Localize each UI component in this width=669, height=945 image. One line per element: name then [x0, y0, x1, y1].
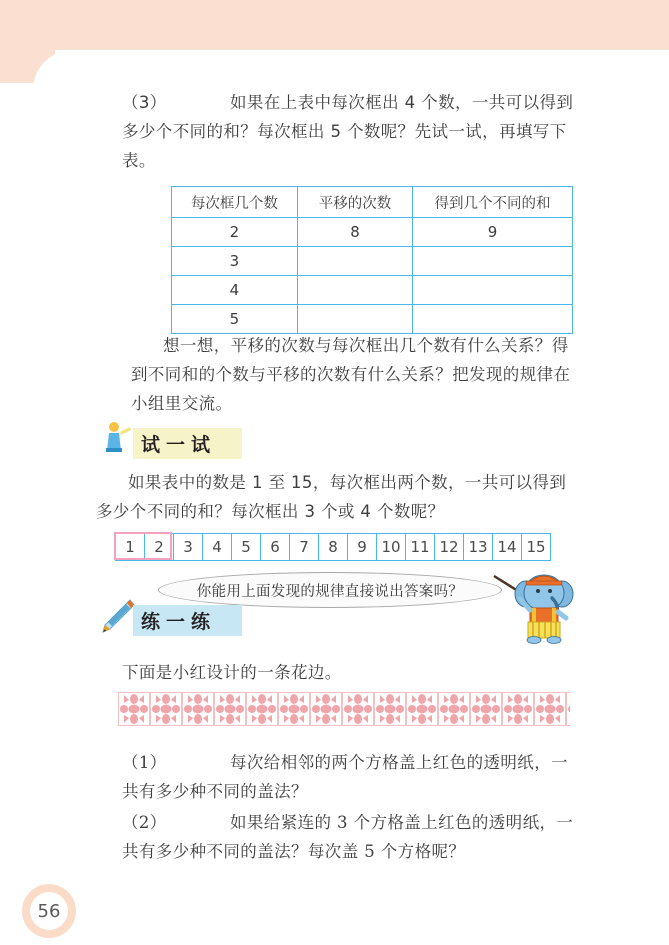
item-3-marker: （3）: [122, 93, 167, 112]
practice-item-1-text: 每次给相邻的两个方格盖上红色的透明纸，一共有多少种不同的盖法？: [122, 753, 568, 801]
practice-item-1: [122, 748, 577, 806]
section-heading-try: [133, 428, 242, 458]
table-cell[interactable]: [413, 305, 573, 334]
practice-item-1-marker: （1）: [122, 753, 167, 772]
table-cell[interactable]: [413, 276, 573, 305]
table-cell[interactable]: [297, 305, 412, 334]
table-cell[interactable]: [297, 276, 412, 305]
pencil-icon: [96, 596, 130, 634]
section-heading-practice-label: 练一练: [133, 605, 242, 636]
page-number: [22, 884, 76, 938]
table-row: [172, 276, 573, 305]
section-heading-try-label: 试一试: [133, 428, 242, 459]
table-cell: 2: [172, 218, 298, 247]
table-header-cell: 每次框几个数: [172, 187, 298, 218]
table-row: [172, 305, 573, 334]
table-row: [172, 218, 573, 247]
table-cell: 8: [297, 218, 412, 247]
number-cell[interactable]: 4: [202, 533, 232, 561]
section-heading-practice: [133, 605, 242, 635]
number-cell[interactable]: 2: [144, 533, 174, 561]
table-header-row: [172, 187, 573, 218]
table-cell: 9: [413, 218, 573, 247]
think-paragraph: 想一想，平移的次数与每次框出几个数有什么关系？得到不同和的个数与平移的次数有什么关系？把发现的规律在小组里交流。: [131, 336, 571, 413]
pencil-person-icon: [100, 418, 134, 456]
speech-bubble-text: 你能用上面发现的规律直接说出答案吗？: [196, 583, 464, 600]
item-3-text: 如果在上表中每次框出 4 个数，一共可以得到多少个不同的和？每次框出 5 个数呢？先试一试，再填写下表。: [122, 93, 574, 170]
table-header-cell: 得到几个不同的和: [413, 187, 573, 218]
speech-bubble: [158, 572, 502, 608]
elephant-mascot: [492, 566, 578, 644]
number-cell[interactable]: 8: [318, 533, 348, 561]
number-cell[interactable]: 1: [115, 533, 145, 561]
number-strip: [115, 533, 551, 561]
table-header-cell: 平移的次数: [297, 187, 412, 218]
practice-item-2-text: 如果给紧连的 3 个方格盖上红色的透明纸，一共有多少种不同的盖法？每次盖 5 个方格呢？: [122, 813, 574, 861]
table-cell[interactable]: [297, 247, 412, 276]
practice-lead-text: 下面是小红设计的一条花边。: [122, 663, 342, 682]
number-cell[interactable]: 3: [173, 533, 203, 561]
table-cell: 3: [172, 247, 298, 276]
number-cell[interactable]: 13: [463, 533, 493, 561]
practice-item-2-marker: （2）: [122, 813, 167, 832]
number-cell[interactable]: 7: [289, 533, 319, 561]
exercise-item-3: [122, 88, 577, 175]
number-cell[interactable]: 14: [492, 533, 522, 561]
number-cell[interactable]: 10: [376, 533, 406, 561]
number-cell[interactable]: 5: [231, 533, 261, 561]
number-cell[interactable]: 11: [405, 533, 435, 561]
table-row: [172, 247, 573, 276]
sums-table: [171, 186, 573, 334]
number-cell[interactable]: 9: [347, 533, 377, 561]
try-paragraph: 如果表中的数是 1 至 15，每次框出两个数，一共可以得到多少个不同的和？每次框出 3 个或 4 个数呢？: [96, 473, 567, 521]
page-number-value: 56: [30, 892, 68, 930]
table-cell: 5: [172, 305, 298, 334]
practice-item-2: [122, 808, 577, 866]
number-cell[interactable]: 6: [260, 533, 290, 561]
table-cell[interactable]: [413, 247, 573, 276]
table-cell: 4: [172, 276, 298, 305]
number-cell[interactable]: 15: [521, 533, 551, 561]
floral-lace-border: [118, 692, 570, 726]
number-cell[interactable]: 12: [434, 533, 464, 561]
